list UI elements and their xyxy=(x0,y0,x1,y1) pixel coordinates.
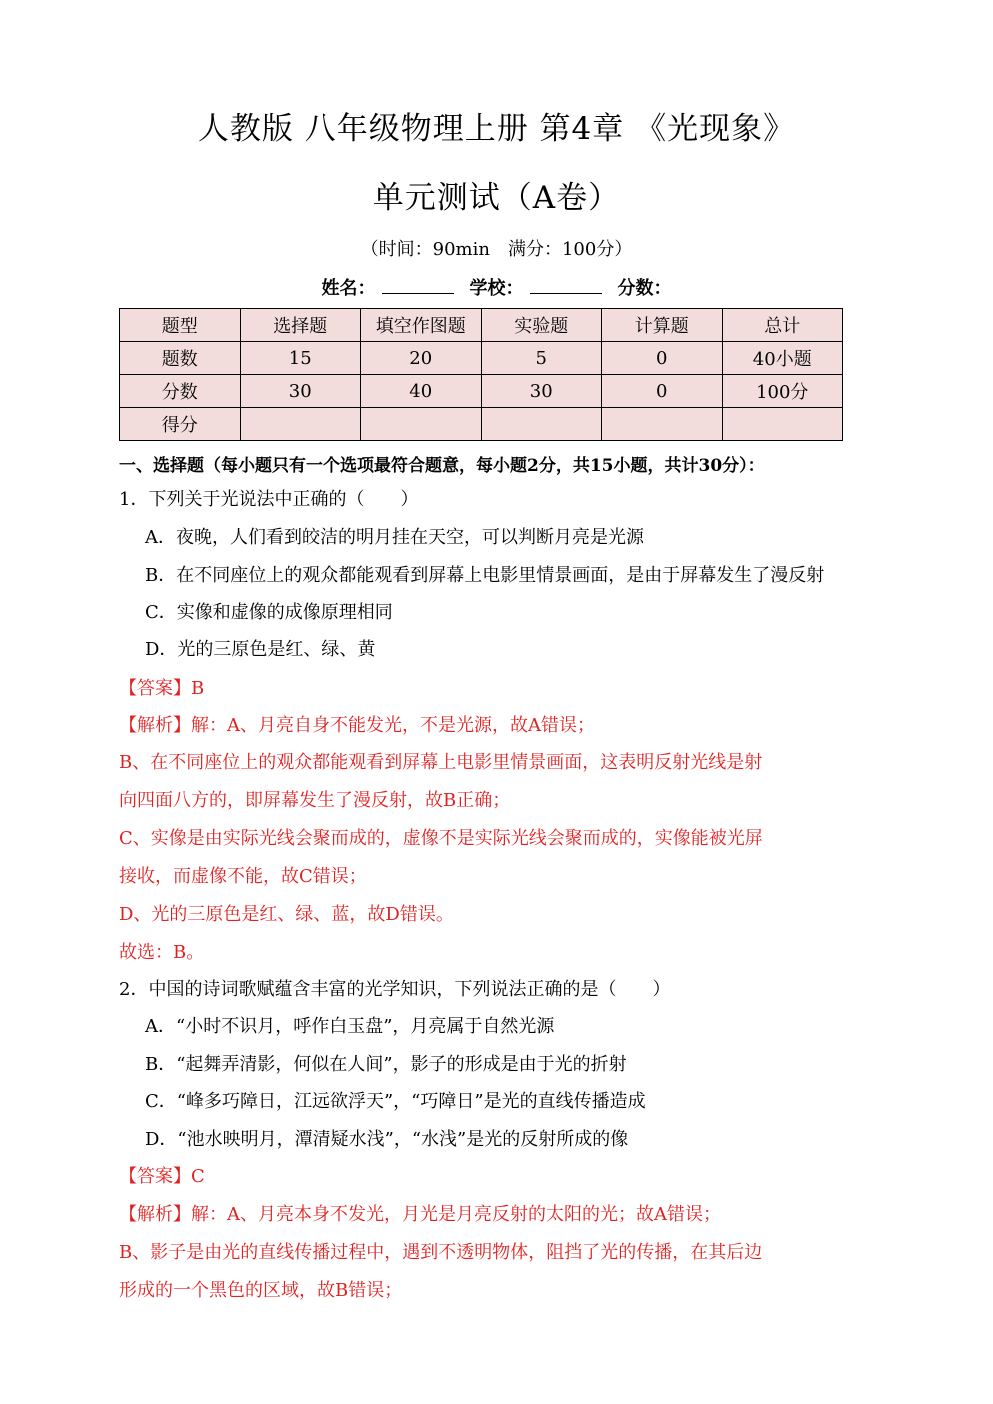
question-1-option-b: B．在不同座位上的观众都能观看到屏幕上电影里情景画面，是由于屏幕发生了漫反射 xyxy=(145,565,825,586)
table-cell: 分数 xyxy=(120,375,241,408)
table-cell: 100分 xyxy=(722,375,843,408)
question-2-analysis-line xyxy=(119,1200,721,1226)
answer-tag: 【答案】 xyxy=(119,1166,191,1187)
analysis-tag: 【解析】 xyxy=(119,1204,191,1225)
section-heading: 一、选择题（每小题只有一个选项最符合题意，每小题2分，共15小题，共计30分）： xyxy=(119,456,765,476)
question-1-analysis-line: D、光的三原色是红、绿、蓝，故D错误。 xyxy=(119,904,454,925)
question-2-answer xyxy=(119,1162,205,1188)
analysis-tag: 【解析】 xyxy=(119,715,191,736)
table-row xyxy=(120,408,843,441)
table-cell: 题型 xyxy=(120,309,241,342)
table-row xyxy=(120,309,843,342)
answer-value: C xyxy=(191,1166,205,1187)
question-2-option-a: A．“小时不识月，呼作白玉盘”，月亮属于自然光源 xyxy=(145,1016,555,1037)
question-2-option-d: D．“池水映明月，潭清疑水浅”，“水浅”是光的反射所成的像 xyxy=(145,1129,629,1150)
table-cell: 0 xyxy=(602,342,723,375)
table-cell: 总计 xyxy=(722,309,843,342)
question-1-analysis-line: 向四面八方的，即屏幕发生了漫反射，故B正确； xyxy=(119,790,511,811)
question-2-analysis-line: B、影子是由光的直线传播过程中，遇到不透明物体，阻挡了光的传播，在其后边 xyxy=(119,1242,763,1263)
table-cell: 5 xyxy=(481,342,602,375)
table-cell: 填空作图题 xyxy=(361,309,482,342)
score-entry-cell xyxy=(361,408,482,441)
name-label: 姓名： xyxy=(321,278,376,299)
school-blank xyxy=(530,277,602,294)
question-1-analysis-line: C、实像是由实际光线会聚而成的，虚像不是实际光线会聚而成的，实像能被光屏 xyxy=(119,828,763,849)
table-cell: 20 xyxy=(361,342,482,375)
score-entry-cell xyxy=(602,408,723,441)
exam-meta: （时间：90min 满分：100分） xyxy=(360,239,633,260)
table-cell: 30 xyxy=(240,375,361,408)
table-cell: 计算题 xyxy=(602,309,723,342)
table-cell: 40 xyxy=(361,375,482,408)
table-cell: 实验题 xyxy=(481,309,602,342)
table-cell: 0 xyxy=(602,375,723,408)
table-cell: 选择题 xyxy=(240,309,361,342)
question-1-analysis-line: B、在不同座位上的观众都能观看到屏幕上电影里情景画面，这表明反射光线是射 xyxy=(119,752,763,773)
question-1-stem: 1．下列关于光说法中正确的（ ） xyxy=(119,489,419,510)
question-1-option-a: A．夜晚，人们看到皎洁的明月挂在天空，可以判断月亮是光源 xyxy=(145,527,644,548)
school-label: 学校： xyxy=(469,278,524,299)
question-2-stem: 2．中国的诗词歌赋蕴含丰富的光学知识，下列说法正确的是（ ） xyxy=(119,979,671,1000)
name-blank xyxy=(382,277,454,294)
table-row xyxy=(120,342,843,375)
student-info-line xyxy=(0,274,993,300)
question-1-conclusion: 故选：B。 xyxy=(119,942,205,963)
document-subtitle: 单元测试（A卷） xyxy=(372,180,621,216)
table-cell: 30 xyxy=(481,375,602,408)
question-1-analysis-line xyxy=(119,711,595,737)
score-entry-cell xyxy=(481,408,602,441)
answer-tag: 【答案】 xyxy=(119,678,191,699)
question-1-analysis-line: 接收，而虚像不能，故C错误； xyxy=(119,866,367,887)
analysis-text: 解：A、月亮本身不发光，月光是月亮反射的太阳的光；故A错误； xyxy=(191,1204,721,1225)
table-cell: 得分 xyxy=(120,408,241,441)
score-entry-cell xyxy=(722,408,843,441)
question-1-option-d: D．光的三原色是红、绿、黄 xyxy=(145,639,376,660)
table-cell: 15 xyxy=(240,342,361,375)
analysis-text: 解：A、月亮自身不能发光，不是光源，故A错误； xyxy=(191,715,595,736)
document-title: 人教版 八年级物理上册 第4章 《光现象》 xyxy=(197,111,796,147)
question-1-answer xyxy=(119,674,204,700)
score-entry-cell xyxy=(240,408,361,441)
table-cell: 题数 xyxy=(120,342,241,375)
table-cell: 40小题 xyxy=(722,342,843,375)
question-2-option-c: C．“峰多巧障日，江远欲浮天”，“巧障日”是光的直线传播造成 xyxy=(145,1091,646,1112)
score-table xyxy=(119,308,843,441)
answer-value: B xyxy=(191,678,205,699)
question-1-option-c: C．实像和虚像的成像原理相同 xyxy=(145,602,393,623)
question-2-analysis-line: 形成的一个黑色的区域，故B错误； xyxy=(119,1280,403,1301)
score-label: 分数： xyxy=(617,278,672,299)
table-row xyxy=(120,375,843,408)
question-2-option-b: B．“起舞弄清影，何似在人间”，影子的形成是由于光的折射 xyxy=(145,1054,627,1075)
